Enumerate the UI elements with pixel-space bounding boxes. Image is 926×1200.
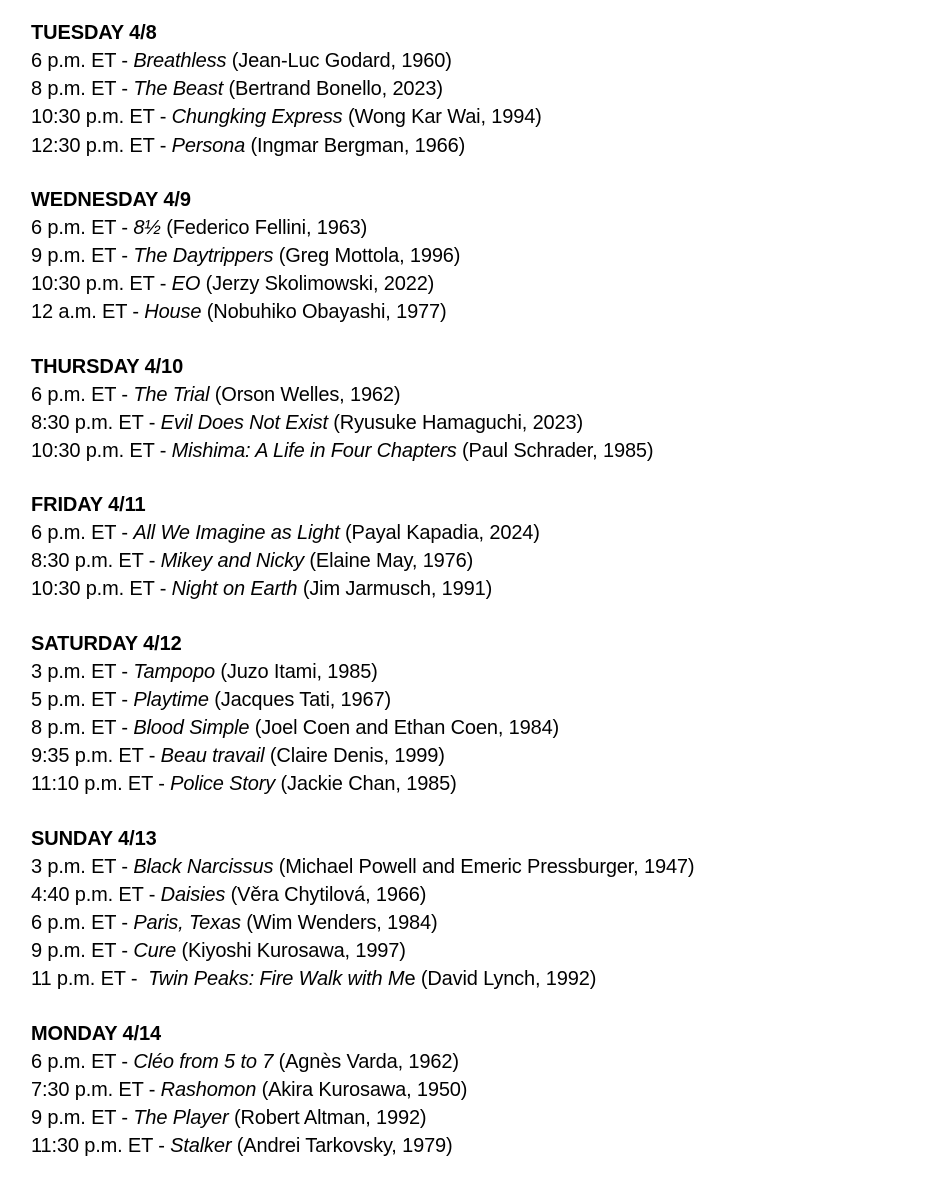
screening-row [31,881,911,909]
film-title: Stalker [170,1135,232,1158]
day-heading: SUNDAY 4/13 [31,827,157,850]
screening-time: 5 p.m. ET - [31,688,134,711]
screening-row [31,742,911,770]
screening-time: 12:30 p.m. ET - [31,134,172,157]
film-title: Cure [133,940,177,963]
screening-row [31,1048,911,1076]
screening-time: 8 p.m. ET - [31,717,134,739]
film-title: Daisies [160,883,226,906]
screening-time: 8:30 p.m. ET - [31,411,161,434]
screening-row [31,381,911,409]
film-credit: (Federico Fellini, 1963) [160,216,368,239]
film-title: Chungking Express [171,106,343,129]
screening-time: 7:30 p.m. ET - [31,1078,161,1101]
screening-row [31,547,911,575]
screening-row [31,214,911,242]
screening-time: 12 a.m. ET - [31,301,145,324]
screening-time: 10:30 p.m. ET - [31,439,172,462]
day-heading: SATURDAY 4/12 [31,632,182,655]
film-credit: (Jim Jarmusch, 1991) [297,578,493,601]
screening-time: 6 p.m. ET - [31,383,134,406]
screening-time: 9 p.m. ET - [31,940,134,963]
film-credit: (Věra Chytilová, 1966) [225,883,427,906]
day-heading: MONDAY 4/14 [31,1022,162,1045]
film-credit: (Claire Denis, 1999) [264,745,445,768]
screening-row [31,519,911,547]
screening-time: 6 p.m. ET - [31,911,134,934]
film-title: Cléo from 5 to 7 [133,1050,274,1073]
film-title: House [144,301,202,324]
day-heading: THURSDAY 4/10 [31,355,184,378]
screening-row [31,47,911,75]
film-credit: (Jerzy Skolimowski, 2022) [200,273,435,296]
film-title: The Trial [133,383,210,406]
film-title: Night on Earth [171,578,298,601]
film-credit: (Robert Altman, 1992) [228,1106,427,1129]
film-credit: (Andrei Tarkovsky, 1979) [231,1135,453,1158]
day-heading: FRIDAY 4/11 [31,494,146,517]
screening-time: 11:30 p.m. ET - [31,1135,171,1158]
film-credit: (Wim Wenders, 1984) [240,911,438,934]
day-wednesday [31,186,911,327]
screening-row [31,1132,911,1160]
film-credit: (Michael Powell and Emeric Pressburger, 1947) [273,855,695,878]
film-credit: (Wong Kar Wai, 1994) [342,106,542,129]
film-title: Playtime [133,688,209,711]
film-title: Mishima: A Life in Four Chapters [171,439,457,462]
film-title: Persona [171,134,246,157]
screening-row [31,1076,911,1104]
film-title: EO [171,273,201,296]
film-credit: (Joel Coen and Ethan Coen, 1984) [249,717,560,739]
screening-time: 8 p.m. ET - [31,78,134,101]
film-title: Tampopo [133,660,215,683]
screening-row [31,1104,911,1132]
screening-time: 10:30 p.m. ET - [31,273,172,296]
screening-time: 10:30 p.m. ET - [31,106,172,129]
screening-row [31,658,911,686]
film-credit: e (David Lynch, 1992) [404,968,597,991]
screening-schedule [31,19,911,1186]
screening-time: 11:10 p.m. ET - [31,773,171,796]
screening-time: 3 p.m. ET - [31,660,134,683]
film-credit: (Ryusuke Hamaguchi, 2023) [327,411,583,434]
film-title: The Daytrippers [133,244,274,267]
film-credit: (Greg Mottola, 1996) [273,244,461,267]
film-credit: (Nobuhiko Obayashi, 1977) [201,301,447,324]
screening-row [31,909,911,937]
day-heading: WEDNESDAY 4/9 [31,188,191,211]
film-credit: (Elaine May, 1976) [304,550,474,573]
film-credit: (Paul Schrader, 1985) [456,439,654,462]
film-credit: (Agnès Varda, 1962) [273,1050,459,1073]
screening-row [31,75,911,103]
day-monday [31,1020,911,1161]
screening-row [31,686,911,714]
screening-row [31,270,911,298]
screening-time: 9 p.m. ET - [31,244,134,267]
screening-row [31,298,911,326]
screening-row [31,132,911,160]
film-title: Police Story [170,773,276,796]
screening-time: 4:40 p.m. ET - [31,883,161,906]
screening-row [31,937,911,965]
screening-row [31,714,911,742]
film-credit: (Juzo Itami, 1985) [214,660,378,683]
screening-row [31,242,911,270]
film-credit: (Jacques Tati, 1967) [208,688,391,711]
screening-time: 6 p.m. ET - [31,50,134,72]
film-title: The Beast [133,78,224,101]
film-title: Twin Peaks: Fire Walk with M [148,968,405,991]
film-title: Breathless [133,50,227,72]
film-title: Beau travail [160,745,265,768]
screening-row [31,103,911,131]
film-title: Evil Does Not Exist [160,411,328,434]
film-credit: (Jackie Chan, 1985) [275,773,457,796]
screening-row [31,437,911,465]
screening-time: 11 p.m. ET - [31,968,149,991]
film-title: Blood Simple [133,717,250,739]
screening-time: 6 p.m. ET - [31,1050,134,1073]
day-tuesday [31,19,911,160]
film-credit: (Ingmar Bergman, 1966) [245,134,466,157]
film-credit: (Jean-Luc Godard, 1960) [226,50,452,72]
film-credit: (Payal Kapadia, 2024) [339,522,540,545]
screening-row [31,965,911,993]
film-credit: (Orson Welles, 1962) [209,383,401,406]
film-credit: (Akira Kurosawa, 1950) [256,1078,468,1101]
day-heading: TUESDAY 4/8 [31,22,157,44]
film-title: Mikey and Nicky [160,550,305,573]
film-credit: (Bertrand Bonello, 2023) [223,78,443,101]
screening-row [31,409,911,437]
film-title: The Player [133,1106,229,1129]
screening-time: 9 p.m. ET - [31,1106,134,1129]
screening-row [31,853,911,881]
film-title: 8½ [133,216,161,239]
film-title: Rashomon [160,1078,257,1101]
screening-time: 3 p.m. ET - [31,855,134,878]
film-title: Paris, Texas [133,911,241,934]
screening-row [31,770,911,798]
day-friday [31,491,911,604]
screening-time: 6 p.m. ET - [31,216,134,239]
screening-row [31,575,911,603]
film-credit: (Kiyoshi Kurosawa, 1997) [176,940,406,963]
day-sunday [31,825,911,994]
screening-time: 6 p.m. ET - [31,522,134,545]
screening-time: 8:30 p.m. ET - [31,550,161,573]
day-thursday [31,353,911,466]
day-saturday [31,630,911,799]
screening-time: 9:35 p.m. ET - [31,745,161,768]
film-title: Black Narcissus [133,855,274,878]
screening-time: 10:30 p.m. ET - [31,578,172,601]
film-title: All We Imagine as Light [133,522,340,545]
